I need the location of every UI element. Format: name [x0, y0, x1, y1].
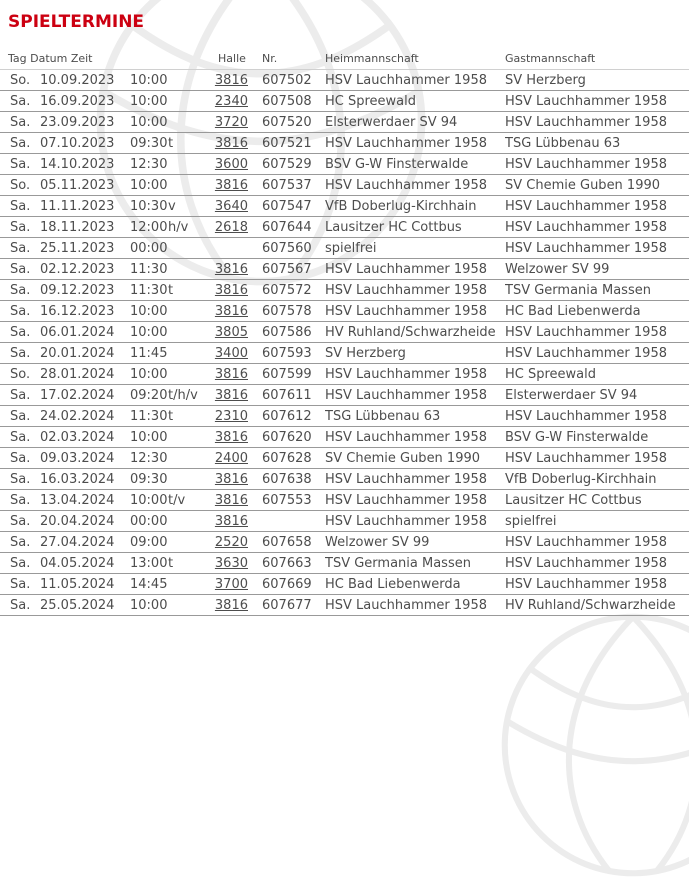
halle-link[interactable]: 2618	[214, 219, 248, 235]
cell-date: 20.01.2024	[30, 343, 130, 364]
cell-guest-team: BSV G-W Finsterwalde	[505, 427, 689, 448]
cell-time: 13:00	[130, 553, 168, 574]
cell-date: 04.05.2024	[30, 553, 130, 574]
cell-date: 18.11.2023	[30, 217, 130, 238]
table-row	[0, 133, 689, 154]
cell-guest-team: HSV Lauchhammer 1958	[505, 322, 689, 343]
cell-date: 06.01.2024	[30, 322, 130, 343]
halle-link[interactable]: 3400	[214, 345, 248, 361]
cell-home-team: HSV Lauchhammer 1958	[325, 469, 505, 490]
cell-time-flag	[168, 175, 212, 196]
cell-halle	[212, 385, 250, 406]
cell-time-flag	[168, 574, 212, 595]
table-row	[0, 175, 689, 196]
cell-halle	[212, 553, 250, 574]
cell-day: Sa.	[0, 490, 30, 511]
cell-time: 11:30	[130, 406, 168, 427]
cell-home-team: Elsterwerdaer SV 94	[325, 112, 505, 133]
cell-home-team: HSV Lauchhammer 1958	[325, 385, 505, 406]
cell-guest-team: HSV Lauchhammer 1958	[505, 196, 689, 217]
schedule-body	[0, 70, 689, 616]
cell-nr: 607502	[250, 70, 325, 91]
halle-link[interactable]: 2310	[214, 408, 248, 424]
cell-guest-team: HSV Lauchhammer 1958	[505, 154, 689, 175]
cell-guest-team: Lausitzer HC Cottbus	[505, 490, 689, 511]
cell-day: Sa.	[0, 406, 30, 427]
cell-home-team: HSV Lauchhammer 1958	[325, 511, 505, 532]
cell-day: Sa.	[0, 238, 30, 259]
cell-nr: 607658	[250, 532, 325, 553]
cell-home-team: VfB Doberlug-Kirchhain	[325, 196, 505, 217]
cell-halle	[212, 217, 250, 238]
cell-time-flag	[168, 301, 212, 322]
cell-guest-team: HSV Lauchhammer 1958	[505, 448, 689, 469]
table-row	[0, 154, 689, 175]
cell-time: 12:30	[130, 448, 168, 469]
table-row	[0, 217, 689, 238]
cell-time: 10:00	[130, 175, 168, 196]
halle-link[interactable]: 3630	[214, 555, 248, 571]
cell-time: 12:00	[130, 217, 168, 238]
halle-link[interactable]: 3640	[214, 198, 248, 214]
cell-day: Sa.	[0, 112, 30, 133]
table-row	[0, 448, 689, 469]
cell-halle	[212, 196, 250, 217]
cell-home-team: spielfrei	[325, 238, 505, 259]
cell-day: Sa.	[0, 259, 30, 280]
cell-day: So.	[0, 364, 30, 385]
cell-time-flag	[168, 91, 212, 112]
table-row	[0, 301, 689, 322]
cell-home-team: Welzower SV 99	[325, 532, 505, 553]
cell-halle	[212, 448, 250, 469]
cell-guest-team: HSV Lauchhammer 1958	[505, 406, 689, 427]
table-row	[0, 532, 689, 553]
cell-halle	[212, 469, 250, 490]
cell-nr: 607669	[250, 574, 325, 595]
cell-nr: 607644	[250, 217, 325, 238]
cell-date: 05.11.2023	[30, 175, 130, 196]
cell-guest-team: SV Herzberg	[505, 70, 689, 91]
cell-time-flag: t	[168, 406, 212, 427]
cell-guest-team: TSG Lübbenau 63	[505, 133, 689, 154]
cell-guest-team: HSV Lauchhammer 1958	[505, 553, 689, 574]
cell-time: 10:00	[130, 427, 168, 448]
cell-date: 16.03.2024	[30, 469, 130, 490]
cell-home-team: TSG Lübbenau 63	[325, 406, 505, 427]
cell-halle	[212, 280, 250, 301]
cell-time-flag: t/v	[168, 490, 212, 511]
cell-home-team: HSV Lauchhammer 1958	[325, 595, 505, 616]
table-row	[0, 574, 689, 595]
cell-time-flag	[168, 322, 212, 343]
halle-link[interactable]: 3816	[214, 177, 248, 193]
halle-link[interactable]: 3816	[214, 72, 248, 88]
cell-date: 16.12.2023	[30, 301, 130, 322]
cell-home-team: HSV Lauchhammer 1958	[325, 490, 505, 511]
cell-guest-team: Welzower SV 99	[505, 259, 689, 280]
cell-day: Sa.	[0, 574, 30, 595]
halle-link[interactable]: 3600	[214, 156, 248, 172]
cell-time-flag	[168, 511, 212, 532]
cell-time-flag: v	[168, 196, 212, 217]
cell-date: 16.09.2023	[30, 91, 130, 112]
cell-time: 00:00	[130, 238, 168, 259]
table-row	[0, 238, 689, 259]
cell-date: 28.01.2024	[30, 364, 130, 385]
cell-time-flag	[168, 259, 212, 280]
cell-home-team: Lausitzer HC Cottbus	[325, 217, 505, 238]
cell-halle	[212, 238, 250, 259]
cell-date: 25.05.2024	[30, 595, 130, 616]
cell-time-flag	[168, 364, 212, 385]
cell-guest-team: Elsterwerdaer SV 94	[505, 385, 689, 406]
halle-link[interactable]: 3816	[214, 513, 248, 529]
table-row	[0, 427, 689, 448]
cell-date: 13.04.2024	[30, 490, 130, 511]
cell-time: 10:00	[130, 112, 168, 133]
cell-nr: 607586	[250, 322, 325, 343]
halle-link[interactable]: 3816	[214, 303, 248, 319]
cell-day: Sa.	[0, 217, 30, 238]
table-row	[0, 385, 689, 406]
cell-time: 12:30	[130, 154, 168, 175]
cell-day: So.	[0, 70, 30, 91]
cell-home-team: HV Ruhland/Schwarzheide	[325, 322, 505, 343]
cell-day: Sa.	[0, 553, 30, 574]
cell-time: 10:00	[130, 595, 168, 616]
cell-time-flag	[168, 112, 212, 133]
cell-halle	[212, 154, 250, 175]
cell-guest-team: HSV Lauchhammer 1958	[505, 532, 689, 553]
handball-watermark-icon	[498, 610, 689, 880]
cell-day: Sa.	[0, 427, 30, 448]
cell-halle	[212, 511, 250, 532]
cell-halle	[212, 259, 250, 280]
cell-halle	[212, 301, 250, 322]
halle-link[interactable]: 3720	[214, 114, 248, 130]
cell-home-team: HSV Lauchhammer 1958	[325, 175, 505, 196]
cell-nr: 607529	[250, 154, 325, 175]
cell-time-flag: t	[168, 133, 212, 154]
table-row	[0, 343, 689, 364]
cell-date: 27.04.2024	[30, 532, 130, 553]
cell-date: 09.03.2024	[30, 448, 130, 469]
cell-day: Sa.	[0, 154, 30, 175]
cell-nr: 607611	[250, 385, 325, 406]
halle-link[interactable]: 2520	[214, 534, 248, 550]
cell-guest-team: spielfrei	[505, 511, 689, 532]
cell-nr: 607599	[250, 364, 325, 385]
cell-nr: 607628	[250, 448, 325, 469]
schedule-table	[0, 50, 689, 616]
cell-halle	[212, 175, 250, 196]
halle-link[interactable]: 2340	[214, 93, 248, 109]
cell-time: 10:00	[130, 70, 168, 91]
cell-guest-team: HSV Lauchhammer 1958	[505, 343, 689, 364]
cell-time: 10:00	[130, 364, 168, 385]
page-title: SPIELTERMINE	[8, 12, 145, 32]
cell-halle	[212, 322, 250, 343]
cell-date: 20.04.2024	[30, 511, 130, 532]
cell-day: Sa.	[0, 532, 30, 553]
cell-nr	[250, 511, 325, 532]
cell-home-team: HSV Lauchhammer 1958	[325, 427, 505, 448]
cell-home-team: HC Spreewald	[325, 91, 505, 112]
cell-day: Sa.	[0, 343, 30, 364]
cell-date: 11.11.2023	[30, 196, 130, 217]
cell-time-flag	[168, 238, 212, 259]
cell-time: 10:00	[130, 322, 168, 343]
table-row	[0, 259, 689, 280]
cell-halle	[212, 364, 250, 385]
cell-nr: 607520	[250, 112, 325, 133]
cell-date: 24.02.2024	[30, 406, 130, 427]
cell-guest-team: SV Chemie Guben 1990	[505, 175, 689, 196]
cell-home-team: HC Bad Liebenwerda	[325, 574, 505, 595]
table-row	[0, 196, 689, 217]
cell-date: 07.10.2023	[30, 133, 130, 154]
table-row	[0, 322, 689, 343]
cell-guest-team: HV Ruhland/Schwarzheide	[505, 595, 689, 616]
cell-date: 14.10.2023	[30, 154, 130, 175]
halle-link[interactable]: 2400	[214, 450, 248, 466]
cell-home-team: HSV Lauchhammer 1958	[325, 280, 505, 301]
table-row	[0, 406, 689, 427]
cell-halle	[212, 406, 250, 427]
cell-date: 23.09.2023	[30, 112, 130, 133]
header-halle: Halle	[212, 50, 250, 70]
cell-date: 09.12.2023	[30, 280, 130, 301]
cell-home-team: HSV Lauchhammer 1958	[325, 364, 505, 385]
header-nr: Nr.	[250, 50, 325, 70]
cell-day: Sa.	[0, 511, 30, 532]
cell-date: 17.02.2024	[30, 385, 130, 406]
table-row	[0, 280, 689, 301]
halle-link[interactable]: 3700	[214, 576, 248, 592]
cell-time-flag: t/h/v	[168, 385, 212, 406]
cell-halle	[212, 91, 250, 112]
cell-time-flag	[168, 70, 212, 91]
cell-date: 11.05.2024	[30, 574, 130, 595]
cell-day: Sa.	[0, 595, 30, 616]
halle-link[interactable]: 3816	[214, 366, 248, 382]
cell-day: Sa.	[0, 280, 30, 301]
cell-halle	[212, 490, 250, 511]
table-row	[0, 490, 689, 511]
cell-halle	[212, 427, 250, 448]
cell-time-flag: t	[168, 553, 212, 574]
cell-nr: 607567	[250, 259, 325, 280]
cell-nr: 607560	[250, 238, 325, 259]
cell-time-flag	[168, 448, 212, 469]
header-guest-team: Gastmannschaft	[505, 50, 689, 70]
halle-link[interactable]: 3816	[214, 282, 248, 298]
cell-day: Sa.	[0, 133, 30, 154]
cell-time: 11:30	[130, 280, 168, 301]
cell-halle	[212, 574, 250, 595]
cell-home-team: TSV Germania Massen	[325, 553, 505, 574]
cell-day: Sa.	[0, 196, 30, 217]
halle-link[interactable]: 3816	[214, 387, 248, 403]
cell-nr: 607578	[250, 301, 325, 322]
cell-guest-team: HSV Lauchhammer 1958	[505, 91, 689, 112]
cell-home-team: HSV Lauchhammer 1958	[325, 70, 505, 91]
cell-nr: 607508	[250, 91, 325, 112]
header-home-team: Heimmannschaft	[325, 50, 505, 70]
cell-time: 09:30	[130, 133, 168, 154]
cell-home-team: SV Chemie Guben 1990	[325, 448, 505, 469]
cell-day: Sa.	[0, 322, 30, 343]
cell-guest-team: HSV Lauchhammer 1958	[505, 112, 689, 133]
cell-guest-team: TSV Germania Massen	[505, 280, 689, 301]
cell-time: 11:30	[130, 259, 168, 280]
cell-home-team: HSV Lauchhammer 1958	[325, 301, 505, 322]
cell-nr: 607553	[250, 490, 325, 511]
cell-guest-team: HSV Lauchhammer 1958	[505, 238, 689, 259]
cell-home-team: BSV G-W Finsterwalde	[325, 154, 505, 175]
table-row	[0, 364, 689, 385]
cell-time: 09:30	[130, 469, 168, 490]
cell-time: 10:00	[130, 490, 168, 511]
table-row	[0, 112, 689, 133]
cell-guest-team: VfB Doberlug-Kirchhain	[505, 469, 689, 490]
table-row	[0, 91, 689, 112]
cell-time-flag: h/v	[168, 217, 212, 238]
cell-date: 25.11.2023	[30, 238, 130, 259]
cell-nr: 607593	[250, 343, 325, 364]
table-row	[0, 511, 689, 532]
halle-link[interactable]: 3805	[214, 324, 248, 340]
cell-time: 14:45	[130, 574, 168, 595]
cell-nr: 607547	[250, 196, 325, 217]
cell-time-flag: t	[168, 280, 212, 301]
cell-time: 10:00	[130, 91, 168, 112]
cell-time: 10:00	[130, 301, 168, 322]
cell-date: 02.03.2024	[30, 427, 130, 448]
cell-time: 09:00	[130, 532, 168, 553]
cell-nr: 607537	[250, 175, 325, 196]
cell-time: 09:20	[130, 385, 168, 406]
cell-time: 11:45	[130, 343, 168, 364]
cell-home-team: HSV Lauchhammer 1958	[325, 259, 505, 280]
halle-link[interactable]: 3816	[214, 261, 248, 277]
cell-time-flag	[168, 343, 212, 364]
table-row	[0, 469, 689, 490]
cell-nr: 607521	[250, 133, 325, 154]
cell-halle	[212, 112, 250, 133]
cell-nr: 607620	[250, 427, 325, 448]
cell-time: 00:00	[130, 511, 168, 532]
cell-time-flag	[168, 469, 212, 490]
cell-nr: 607677	[250, 595, 325, 616]
table-row	[0, 553, 689, 574]
halle-link[interactable]: 3816	[214, 492, 248, 508]
halle-link[interactable]: 3816	[214, 429, 248, 445]
table-row	[0, 595, 689, 616]
cell-halle	[212, 343, 250, 364]
cell-day: Sa.	[0, 469, 30, 490]
table-header-row	[0, 50, 689, 70]
cell-day: So.	[0, 175, 30, 196]
cell-guest-team: HSV Lauchhammer 1958	[505, 574, 689, 595]
cell-day: Sa.	[0, 448, 30, 469]
halle-link[interactable]: 3816	[214, 471, 248, 487]
cell-home-team: HSV Lauchhammer 1958	[325, 133, 505, 154]
cell-day: Sa.	[0, 385, 30, 406]
cell-day: Sa.	[0, 91, 30, 112]
cell-halle	[212, 70, 250, 91]
halle-link[interactable]: 3816	[214, 135, 248, 151]
cell-halle	[212, 532, 250, 553]
cell-time-flag	[168, 154, 212, 175]
cell-nr: 607612	[250, 406, 325, 427]
table-row	[0, 70, 689, 91]
cell-day: Sa.	[0, 301, 30, 322]
cell-time: 10:30	[130, 196, 168, 217]
cell-halle	[212, 595, 250, 616]
cell-nr: 607638	[250, 469, 325, 490]
cell-guest-team: HC Bad Liebenwerda	[505, 301, 689, 322]
cell-nr: 607572	[250, 280, 325, 301]
cell-time-flag	[168, 595, 212, 616]
cell-date: 10.09.2023	[30, 70, 130, 91]
cell-time-flag	[168, 532, 212, 553]
header-day-date-time: Tag Datum Zeit	[0, 50, 212, 70]
cell-guest-team: HC Spreewald	[505, 364, 689, 385]
cell-guest-team: HSV Lauchhammer 1958	[505, 217, 689, 238]
cell-nr: 607663	[250, 553, 325, 574]
cell-date: 02.12.2023	[30, 259, 130, 280]
halle-link[interactable]: 3816	[214, 597, 248, 613]
cell-time-flag	[168, 427, 212, 448]
cell-home-team: SV Herzberg	[325, 343, 505, 364]
cell-halle	[212, 133, 250, 154]
